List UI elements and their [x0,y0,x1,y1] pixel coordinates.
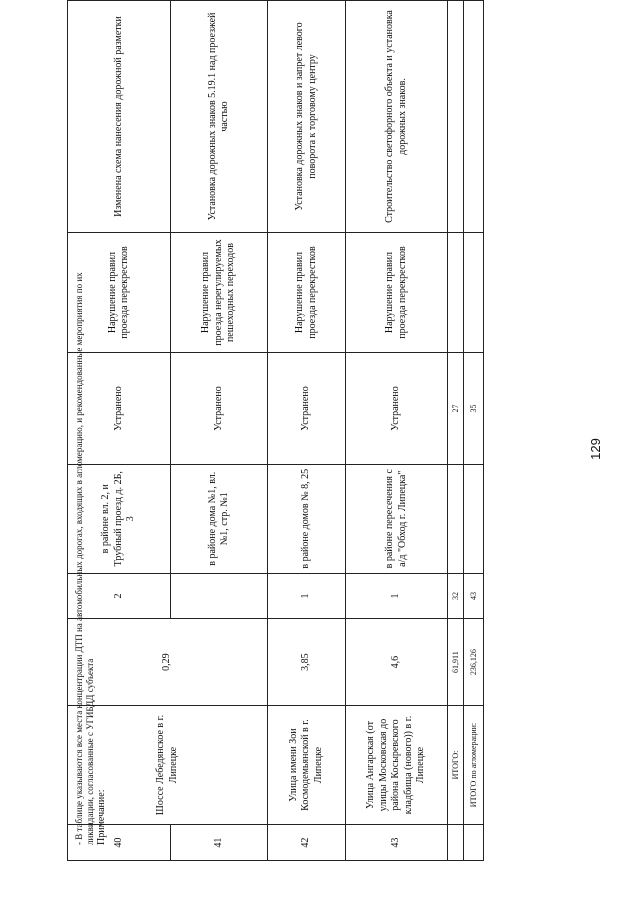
section-length: 0,29 [68,619,268,705]
row-number: 43 [346,825,448,861]
section-length: 4,6 [346,619,448,705]
total-label: ИТОГО по агломерации: [464,705,484,825]
total-label: ИТОГО: [448,705,464,825]
location: в районе вл. 2, и Трубный проезд д. 2Б, 3 [68,464,171,573]
total-blank [448,464,464,573]
road-name: Улица имени Зои Космодемьянской в г. Липецке [268,705,346,825]
accident-count: 1 [268,573,346,619]
accident-sites-table [67,0,484,861]
status: Устранено [171,353,268,465]
violation-type: Нарушение правил проезда перекрестков [346,232,448,352]
accident-count: 1 [346,573,448,619]
location: в районе дома №1, вл.№1, стр. №1 [171,464,268,573]
measures: Строительство светофорного объекта и установка дорожных знаков. [346,1,448,233]
violation-type: Нарушение правил проезда перекрестков [268,232,346,352]
section-length: 3,85 [268,619,346,705]
note-text: - В таблице указываются все места концентрации ДТП на автомобильных дорогах, входящих в агломерацию, и рекомендованные мероприятия по их ликвидации, согласованные с УГИБДД субъекта [74,272,95,845]
location: в районе пересечения с а/д "Обход г. Липецка" [346,464,448,573]
note-title: Примечание: [96,789,107,845]
row-number: 41 [171,825,268,861]
location: в районе домов № 8, 25 [268,464,346,573]
row-number: 42 [268,825,346,861]
total-blank [464,464,484,573]
total-blank [464,825,484,861]
total-count: 32 [448,573,464,619]
total-status: 27 [448,353,464,465]
total-blank [448,232,464,352]
measures: Установка дорожных знаков 5.19.1 над проезжей частью [171,1,268,233]
road-name: Шоссе Лебедянское в г. Липецке [68,705,268,825]
total-blank [464,1,484,233]
violation-type: Нарушение правил проезда нерегулируемых пешеходных переходов [171,232,268,352]
page-number: 129 [588,438,603,460]
total-row [464,1,484,861]
measures: Установка дорожных знаков и запрет левого поворота к торговому центру [268,1,346,233]
accident-count: 2 [68,573,171,619]
status: Устранено [68,353,171,465]
total-row [448,1,464,861]
total-blank [448,1,464,233]
total-blank [464,232,484,352]
violation-type: Нарушение правил проезда перекрестков [68,232,171,352]
total-status: 35 [464,353,484,465]
status: Устранено [268,353,346,465]
road-name: Улица Ангарская (от улицы Московская до района Косыревского кладбища (нового)) в г. Липецке [346,705,448,825]
total-count: 43 [464,573,484,619]
accident-count [171,573,268,619]
table-row [268,1,346,861]
row-number: 40 [68,825,171,861]
total-length: 61,911 [448,619,464,705]
table-row [346,1,448,861]
status: Устранено [346,353,448,465]
total-blank [448,825,464,861]
total-length: 236,126 [464,619,484,705]
measures: Изменена схема нанесения дорожной разметки [68,1,171,233]
